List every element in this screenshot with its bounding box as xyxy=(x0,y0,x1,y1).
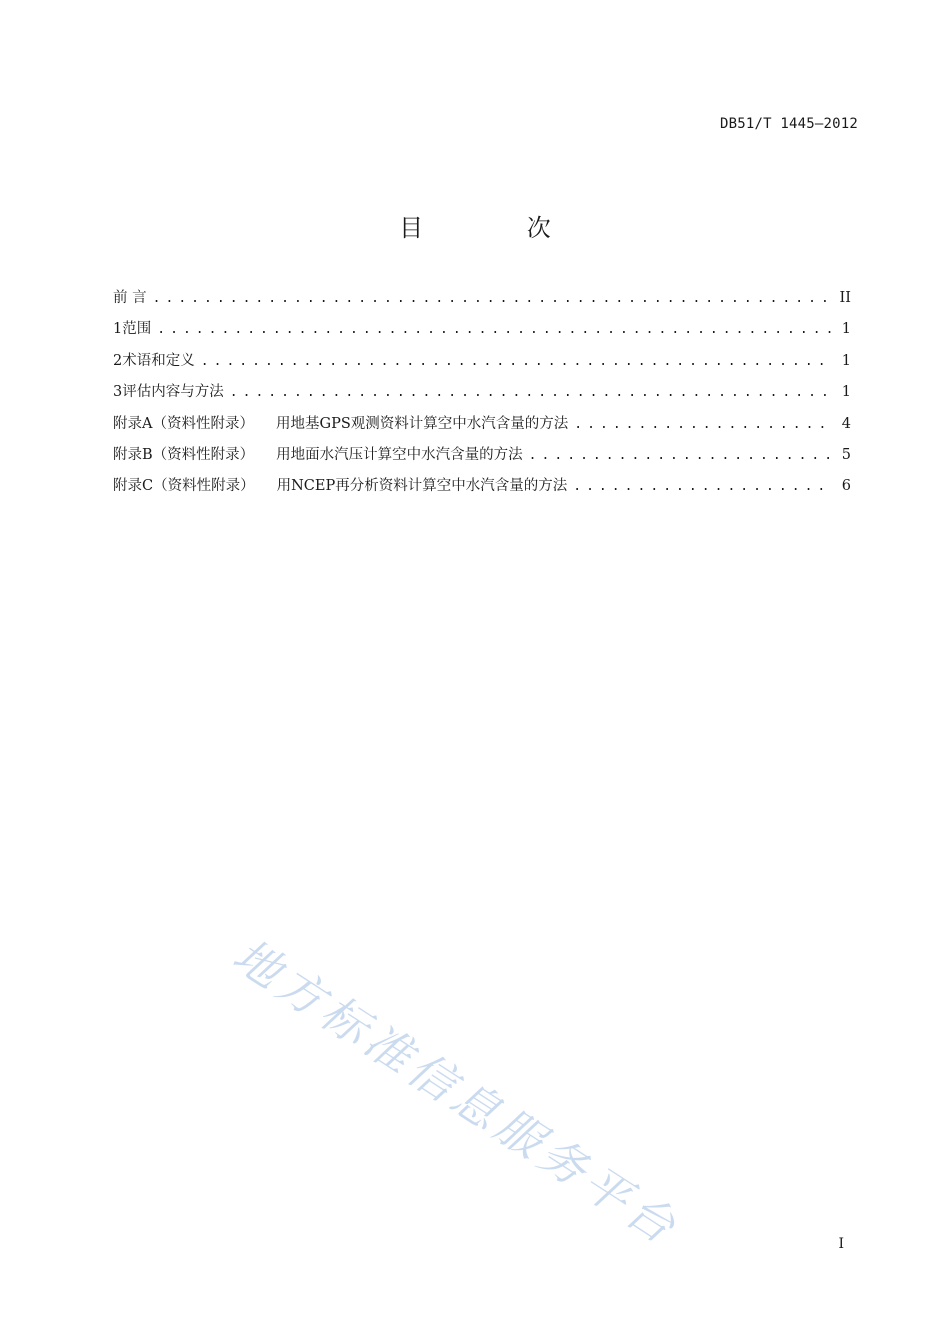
toc-entry-title: 范围 xyxy=(122,321,152,338)
toc-page-ref: 1 xyxy=(841,384,851,401)
toc-dot-leader xyxy=(529,448,831,463)
appendix-subtitle: 用地基GPS观测资料计算空中水汽含量的方法 xyxy=(275,415,569,432)
toc-entry-appendix-c[interactable] xyxy=(113,474,851,505)
toc-entry-number: 2 xyxy=(113,352,123,369)
appendix-label: 附录A（资料性附录） xyxy=(113,415,254,432)
toc-dot-leader xyxy=(157,322,831,337)
toc-entry-title: 术语和定义 xyxy=(122,352,195,369)
toc-dot-leader xyxy=(574,417,831,432)
toc-entry-scope[interactable] xyxy=(113,317,851,348)
toc-entry-appendix-b[interactable] xyxy=(113,443,851,474)
toc-entry-title xyxy=(113,412,568,433)
appendix-subtitle: 用NCEP再分析资料计算空中水汽含量的方法 xyxy=(276,478,568,495)
toc-page-ref: 6 xyxy=(841,478,851,495)
toc-entry-title xyxy=(113,474,567,495)
toc-page-ref: 1 xyxy=(841,352,851,369)
toc-page-ref: 1 xyxy=(841,321,851,338)
watermark-text: 地方标准信息服务平台 xyxy=(223,927,690,1257)
appendix-subtitle: 用地面水汽压计算空中水汽含量的方法 xyxy=(276,446,523,463)
appendix-label: 附录C（资料性附录） xyxy=(113,478,255,495)
toc-dot-leader xyxy=(153,291,831,306)
page-number: I xyxy=(838,1236,844,1252)
toc-entry-title: 评估内容与方法 xyxy=(122,384,224,401)
toc-dot-leader xyxy=(573,479,831,494)
toc-entry-appendix-a[interactable] xyxy=(113,412,851,443)
toc-entry-title: 前 言 xyxy=(113,290,147,306)
toc-entry-title xyxy=(113,443,523,464)
toc-entry-number: 3 xyxy=(113,384,123,401)
toc-page-ref: II xyxy=(839,290,851,306)
toc-page-ref: 4 xyxy=(841,415,851,432)
document-code: DB51/T 1445—2012 xyxy=(719,116,858,132)
toc-page-ref: 5 xyxy=(841,446,851,463)
toc-dot-leader xyxy=(201,354,831,369)
appendix-label: 附录B（资料性附录） xyxy=(113,446,255,463)
toc-entry-number: 1 xyxy=(113,321,123,338)
table-of-contents xyxy=(113,286,851,506)
toc-dot-leader xyxy=(230,385,831,400)
toc-entry-methods[interactable] xyxy=(113,380,851,411)
toc-entry-terms[interactable] xyxy=(113,349,851,380)
toc-title: 目 次 xyxy=(399,214,599,242)
toc-entry-foreword[interactable] xyxy=(113,286,851,317)
